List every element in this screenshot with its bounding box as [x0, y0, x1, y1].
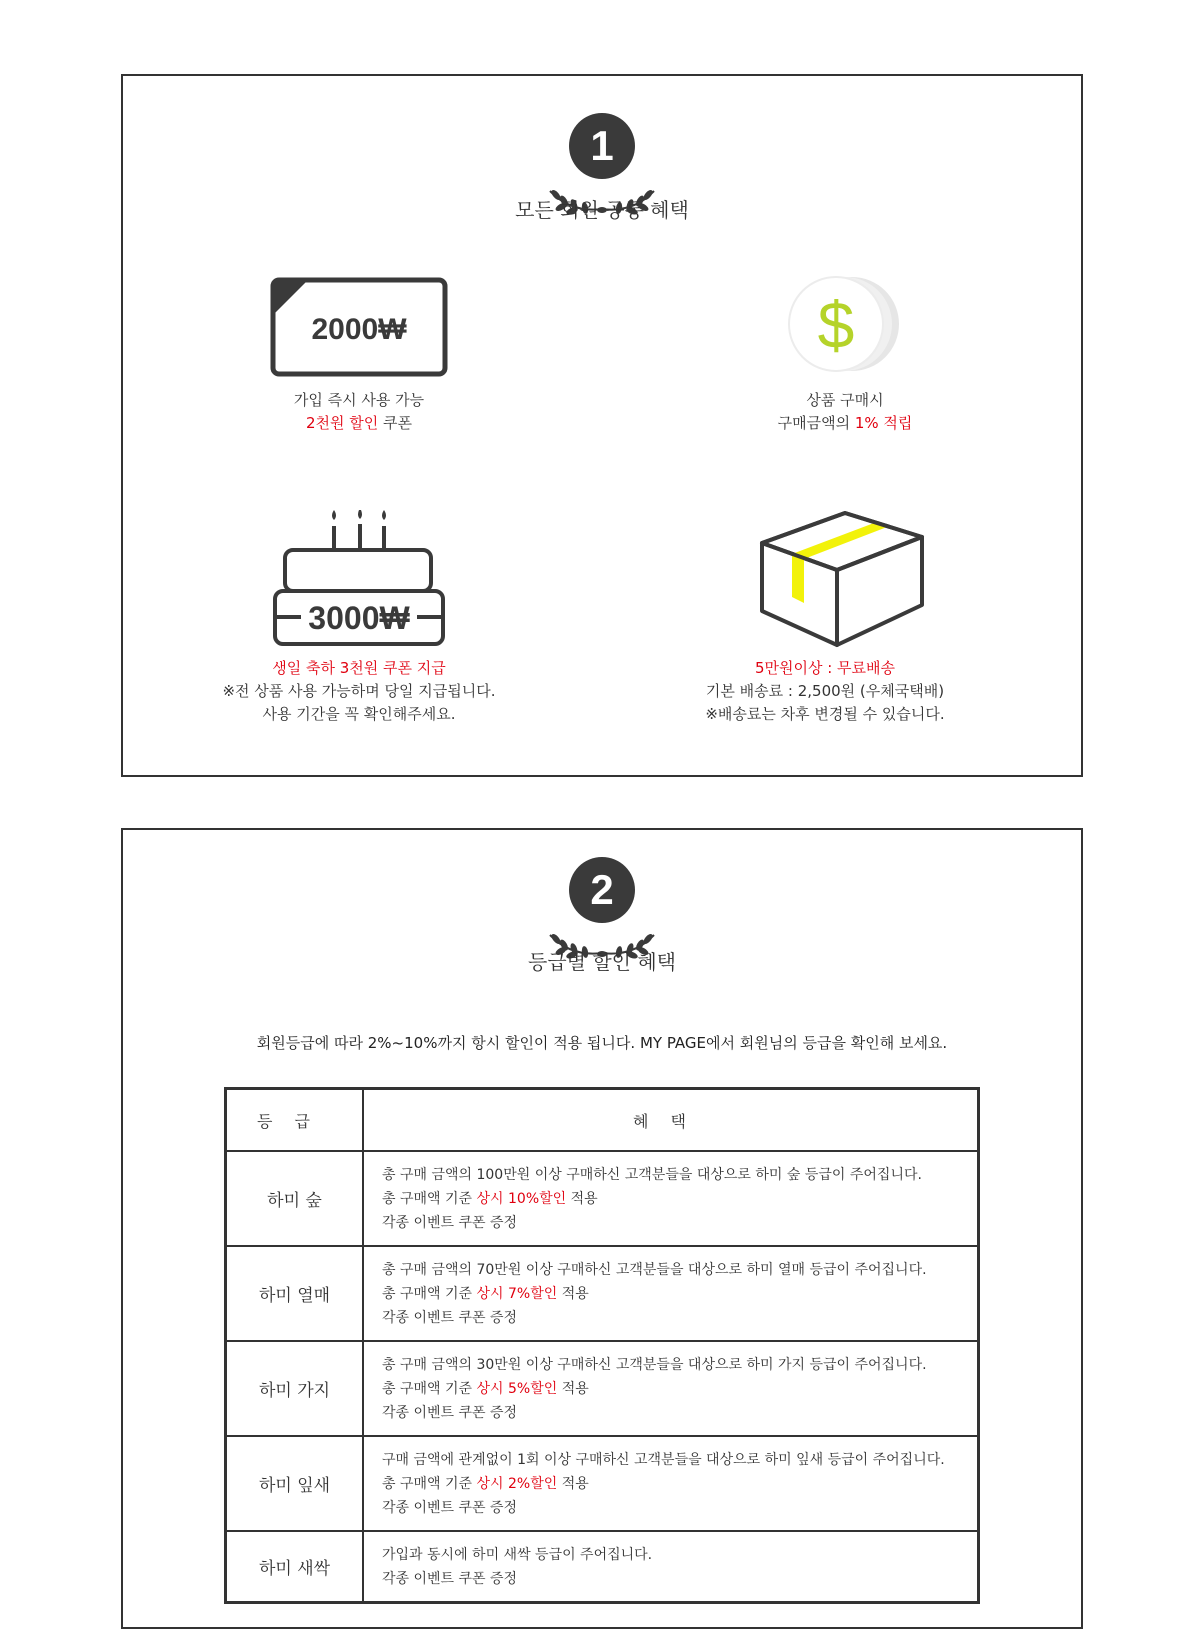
benefit-text: 기본 배송료 : 2,500원 (우체국택배) [705, 682, 945, 700]
grade-benefit-cell [363, 1531, 979, 1603]
column-header-benefit: 혜택 [363, 1089, 979, 1152]
benefit-text: 각종 이벤트 쿠폰 증정 [382, 1499, 518, 1516]
highlight-text: 상시 2%할인 [476, 1475, 558, 1492]
table-row [226, 1341, 979, 1436]
highlight-text: 상시 7%할인 [476, 1285, 558, 1302]
benefit-text: ※배송료는 차후 변경될 수 있습니다. [705, 705, 945, 723]
shipping-benefit [655, 657, 995, 726]
section-title: 등급별 할인 혜택 [528, 950, 676, 974]
number-badge: 1 [569, 113, 635, 179]
points-benefit [725, 389, 965, 435]
benefit-text: 총 구매액 기준 [382, 1475, 477, 1492]
column-header-grade: 등급 [226, 1089, 364, 1152]
grade-name: 하미 잎새 [226, 1436, 364, 1531]
grade-name: 하미 숲 [226, 1151, 364, 1246]
benefit-text: 총 구매 금액의 70만원 이상 구매하신 고객분들을 대상으로 하미 열매 등급이 주어집니다. [382, 1261, 927, 1278]
grade-benefit-cell [363, 1151, 979, 1246]
common-benefits-section [121, 74, 1083, 777]
benefit-text: 적용 [566, 1190, 598, 1207]
box-icon [759, 510, 927, 648]
benefit-text: 구매금액의 [777, 414, 855, 432]
benefit-text: 총 구매 금액의 100만원 이상 구매하신 고객분들을 대상으로 하미 숲 등급이 주어집니다. [382, 1166, 922, 1183]
benefit-text: 상품 구매시 [806, 391, 884, 409]
dollar-coin-icon [779, 272, 909, 382]
grade-name: 하미 새싹 [226, 1531, 364, 1603]
benefit-text: 적용 [557, 1380, 589, 1397]
benefit-text: 총 구매액 기준 [382, 1285, 477, 1302]
grade-name: 하미 열매 [226, 1246, 364, 1341]
svg-text:$: $ [817, 288, 855, 362]
benefit-text: 총 구매 금액의 30만원 이상 구매하신 고객분들을 대상으로 하미 가지 등급이 주어집니다. [382, 1356, 927, 1373]
benefit-text: 사용 기간을 꼭 확인해주세요. [262, 705, 456, 723]
grade-benefits-section [121, 828, 1083, 1629]
highlight-text: 상시 10%할인 [476, 1190, 567, 1207]
table-row [226, 1436, 979, 1531]
benefit-text: 적용 [557, 1475, 589, 1492]
highlight-text: 5만원이상 : 무료배송 [754, 659, 896, 677]
grade-benefit-cell [363, 1341, 979, 1436]
number-badge: 2 [569, 857, 635, 923]
benefit-text: 총 구매액 기준 [382, 1190, 477, 1207]
highlight-text: 생일 축하 3천원 쿠폰 지급 [272, 659, 446, 677]
grade-name: 하미 가지 [226, 1341, 364, 1436]
grade-intro-text: 회원등급에 따라 2%~10%까지 항시 할인이 적용 됩니다. MY PAGE에서 회원님의 등급을 확인해 보세요. [256, 1034, 948, 1052]
birthday-benefit [209, 657, 509, 726]
coupon-amount: 2000₩ [311, 313, 407, 346]
table-row [226, 1151, 979, 1246]
benefit-text: 가입 즉시 사용 가능 [293, 391, 425, 409]
birthday-coupon-amount: 3000₩ [308, 600, 410, 636]
benefit-text: 가입과 동시에 하미 새싹 등급이 주어집니다. [382, 1546, 653, 1563]
table-row [226, 1531, 979, 1603]
benefit-text: 구매 금액에 관계없이 1회 이상 구매하신 고객분들을 대상으로 하미 잎새 등급이 주어집니다. [382, 1451, 945, 1468]
benefit-text: 총 구매액 기준 [382, 1380, 477, 1397]
coupon-card-icon [270, 277, 448, 377]
benefit-text: 각종 이벤트 쿠폰 증정 [382, 1309, 518, 1326]
birthday-cake-icon [271, 510, 451, 646]
grade-benefit-cell [363, 1436, 979, 1531]
highlight-text: 2천원 할인 [305, 414, 379, 432]
table-row [226, 1246, 979, 1341]
benefit-text: 각종 이벤트 쿠폰 증정 [382, 1214, 518, 1231]
benefit-text: 각종 이벤트 쿠폰 증정 [382, 1570, 518, 1587]
benefit-text: ※전 상품 사용 가능하며 당일 지급됩니다. [222, 682, 496, 700]
grade-benefit-cell [363, 1246, 979, 1341]
highlight-text: 상시 5%할인 [476, 1380, 558, 1397]
benefit-text: 각종 이벤트 쿠폰 증정 [382, 1404, 518, 1421]
highlight-text: 1% 적립 [854, 414, 913, 432]
benefit-text: 쿠폰 [378, 414, 413, 432]
grade-table [224, 1087, 980, 1604]
section-title: 모든 회원 공통 혜택 [515, 198, 689, 222]
table-header-row [226, 1089, 979, 1152]
signup-coupon-benefit [239, 389, 479, 435]
benefit-text: 적용 [557, 1285, 589, 1302]
